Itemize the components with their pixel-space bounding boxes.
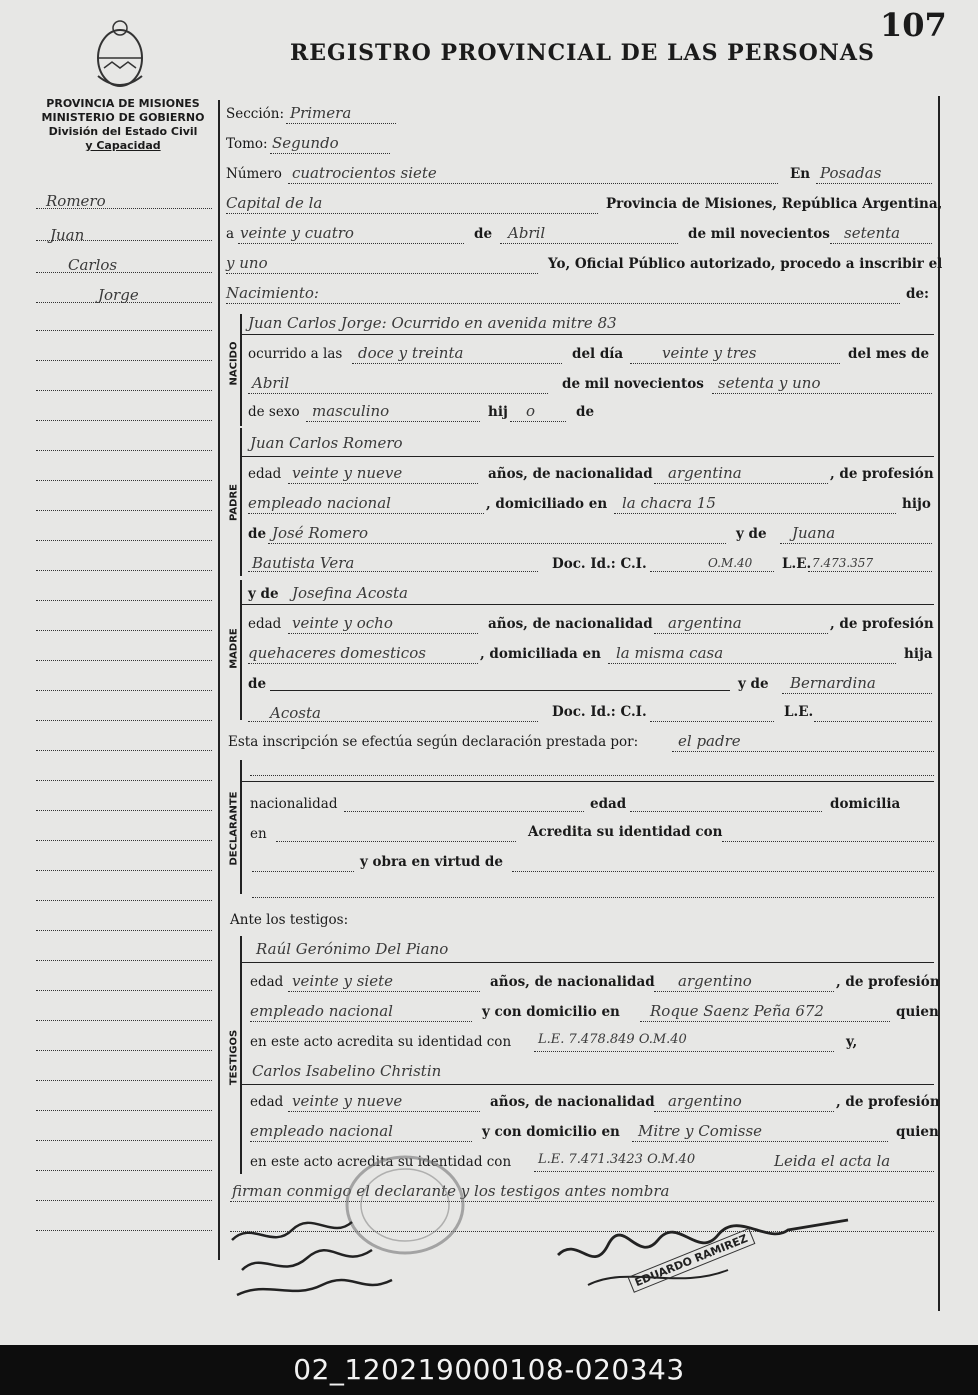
yde-label: y de <box>736 526 767 542</box>
profesion-label: , de profesión <box>830 616 934 632</box>
nacionalidad-label: nacionalidad <box>250 796 338 812</box>
padre-madre-de: Juana <box>792 524 836 542</box>
provincia-label: Provincia de Misiones, República Argentina, <box>606 196 943 212</box>
declaracion-valor: el padre <box>678 732 741 750</box>
page-title: REGISTRO PROVINCIAL DE LAS PERSONAS <box>290 40 875 66</box>
de-label: de <box>576 404 595 420</box>
nacido-section-label: NACIDO <box>228 341 240 386</box>
anio-value: y uno <box>226 254 268 272</box>
y-label: y, <box>846 1034 858 1050</box>
madre-madre-de: Bernardina <box>790 674 876 692</box>
profesion-label: , de profesión <box>836 974 940 990</box>
testigo2-doc: L.E. 7.471.3423 O.M.40 <box>538 1152 696 1167</box>
dia-value: veinte y tres <box>662 344 757 362</box>
domic-label: , domiciliado en <box>486 496 608 512</box>
domicilia-label: domicilia <box>830 796 901 812</box>
madre-edad: veinte y ocho <box>292 614 393 632</box>
testigo1-domicilio: Roque Saenz Peña 672 <box>650 1002 824 1020</box>
hij-label: hij <box>488 404 508 420</box>
testigo1-doc: L.E. 7.478.849 O.M.40 <box>538 1032 687 1047</box>
yde-label: y de <box>248 586 279 602</box>
testigo2-nombre: Carlos Isabelino Christin <box>252 1062 442 1080</box>
edad-label: edad <box>248 466 282 482</box>
seccion-label: Sección: <box>226 106 285 122</box>
cierre-text: firman conmigo el declarante y los testigos antes nombra <box>232 1182 670 1200</box>
testigo2-profesion: empleado nacional <box>250 1122 393 1140</box>
office-line: División del Estado Civil <box>48 125 198 138</box>
office-heading <box>32 97 214 153</box>
testigo2-edad: veinte y nueve <box>292 1092 403 1110</box>
de-label: de: <box>906 286 930 302</box>
hora-value: doce y treinta <box>358 344 464 362</box>
frame-line <box>218 100 220 1260</box>
padre-edad: veinte y nueve <box>292 464 403 482</box>
edad-label: edad <box>248 616 282 632</box>
declaracion-label: Esta inscripción se efectúa según declaración prestada por: <box>228 734 639 750</box>
office-line: MINISTERIO DE GOBIERNO <box>41 111 205 124</box>
padre-domicilio: la chacra 15 <box>622 494 716 512</box>
margin-name: Jorge <box>98 286 139 304</box>
testigo1-nombre: Raúl Gerónimo Del Piano <box>256 940 449 958</box>
padre-madre-de-2: Bautista Vera <box>252 554 355 572</box>
edad-label: edad <box>250 974 284 990</box>
margin-name: Juan <box>50 226 85 244</box>
quien-label: quien <box>896 1124 939 1140</box>
anio-value: setenta <box>844 224 901 242</box>
acredita-label: Acredita su identidad con <box>528 824 723 840</box>
en-value: Posadas <box>820 164 882 182</box>
dia-value: veinte y cuatro <box>240 224 354 242</box>
archive-id: 02_120219000108-020343 <box>0 1345 978 1395</box>
padre-le: 7.473.357 <box>812 556 874 570</box>
profesion-label: , de profesión <box>830 466 934 482</box>
ocurrido-label: ocurrido a las <box>248 346 343 362</box>
mes-value: Abril <box>252 374 290 392</box>
tomo-label: Tomo: <box>226 136 268 152</box>
doc-label: Doc. Id.: C.I. <box>552 704 647 720</box>
padre-nombre: Juan Carlos Romero <box>250 434 403 452</box>
official-stamp: EDUARDO RAMIREZ <box>628 1228 755 1293</box>
mes-value: Abril <box>508 224 546 242</box>
padre-ci: O.M.40 <box>708 556 753 570</box>
le-label: L.E. <box>782 556 812 572</box>
con-domicilio-label: y con domicilio en <box>482 1004 620 1020</box>
capital-value: Capital de la <box>226 194 323 212</box>
padre-nacionalidad: argentina <box>668 464 742 482</box>
a-label: a <box>226 226 235 242</box>
profesion-label: , de profesión <box>836 1094 940 1110</box>
anio-value: setenta y uno <box>718 374 821 392</box>
sexo-label: de sexo <box>248 404 300 420</box>
hij-value: o <box>526 402 536 420</box>
madre-madre-de-2: Acosta <box>270 704 321 722</box>
de-label: de <box>248 676 267 692</box>
leida-text: Leida el acta la <box>774 1152 891 1170</box>
testigo2-domicilio: Mitre y Comisse <box>638 1122 763 1140</box>
sexo-value: masculino <box>312 402 390 420</box>
page-number: 107 <box>880 6 947 44</box>
en-label: En <box>790 166 811 182</box>
seccion-value: Primera <box>290 104 352 122</box>
hijo-label: hijo <box>902 496 931 512</box>
tomo-value: Segundo <box>272 134 339 152</box>
madre-nombre: Josefina Acosta <box>292 584 408 602</box>
acredita-label: en este acto acredita su identidad con <box>250 1154 512 1170</box>
testigo1-profesion: empleado nacional <box>250 1002 393 1020</box>
ante-label: Ante los testigos: <box>230 912 349 928</box>
madre-nacionalidad: argentina <box>668 614 742 632</box>
numero-value: cuatrocientos siete <box>292 164 437 182</box>
signature-left <box>222 1200 422 1314</box>
margin-surname: Romero <box>46 192 106 210</box>
del-mes-label: del mes de <box>848 346 930 362</box>
coat-of-arms-icon <box>92 16 148 98</box>
office-line: PROVINCIA DE MISIONES <box>46 97 200 110</box>
anios-label: años, de nacionalidad <box>490 974 655 990</box>
edad-label: edad <box>590 796 627 812</box>
testigo2-nacionalidad: argentino <box>668 1092 742 1110</box>
acredita-label: en este acto acredita su identidad con <box>250 1034 512 1050</box>
nacido-nombre: Juan Carlos Jorge: Ocurrido en avenida mitre 83 <box>248 314 617 332</box>
declarante-section-label: DECLARANTE <box>228 791 240 866</box>
con-domicilio-label: y con domicilio en <box>482 1124 620 1140</box>
doc-label: Doc. Id.: C.I. <box>552 556 647 572</box>
testigo1-nacionalidad: argentino <box>678 972 752 990</box>
anios-label: años, de nacionalidad <box>488 616 653 632</box>
madre-domicilio: la misma casa <box>616 644 724 662</box>
testigo1-edad: veinte y siete <box>292 972 394 990</box>
padre-section-label: PADRE <box>228 484 240 521</box>
en-label: en <box>250 826 267 842</box>
acto-value: Nacimiento: <box>226 284 319 302</box>
mil-label: de mil novecientos <box>562 376 704 392</box>
madre-profesion: quehaceres domesticos <box>248 644 426 662</box>
anios-label: años, de nacionalidad <box>488 466 653 482</box>
office-line: y Capacidad <box>85 139 161 152</box>
padre-de: José Romero <box>272 524 369 542</box>
oficial-label: Yo, Oficial Público autorizado, procedo a inscribir el <box>548 256 943 272</box>
edad-label: edad <box>250 1094 284 1110</box>
obra-label: y obra en virtud de <box>360 854 503 870</box>
numero-label: Número <box>226 166 282 182</box>
yde-label: y de <box>738 676 769 692</box>
del-dia-label: del día <box>572 346 624 362</box>
madre-section-label: MADRE <box>228 628 240 669</box>
quien-label: quien <box>896 1004 939 1020</box>
padre-profesion: empleado nacional <box>248 494 391 512</box>
le-label: L.E. <box>784 704 814 720</box>
testigos-section-label: TESTIGOS <box>228 1029 240 1086</box>
margin-name: Carlos <box>68 256 118 274</box>
de-label: de <box>474 226 493 242</box>
mil-label: de mil novecientos <box>688 226 830 242</box>
anios-label: años, de nacionalidad <box>490 1094 655 1110</box>
hija-label: hija <box>904 646 933 662</box>
domic-label: , domiciliada en <box>480 646 601 662</box>
de-label: de <box>248 526 267 542</box>
